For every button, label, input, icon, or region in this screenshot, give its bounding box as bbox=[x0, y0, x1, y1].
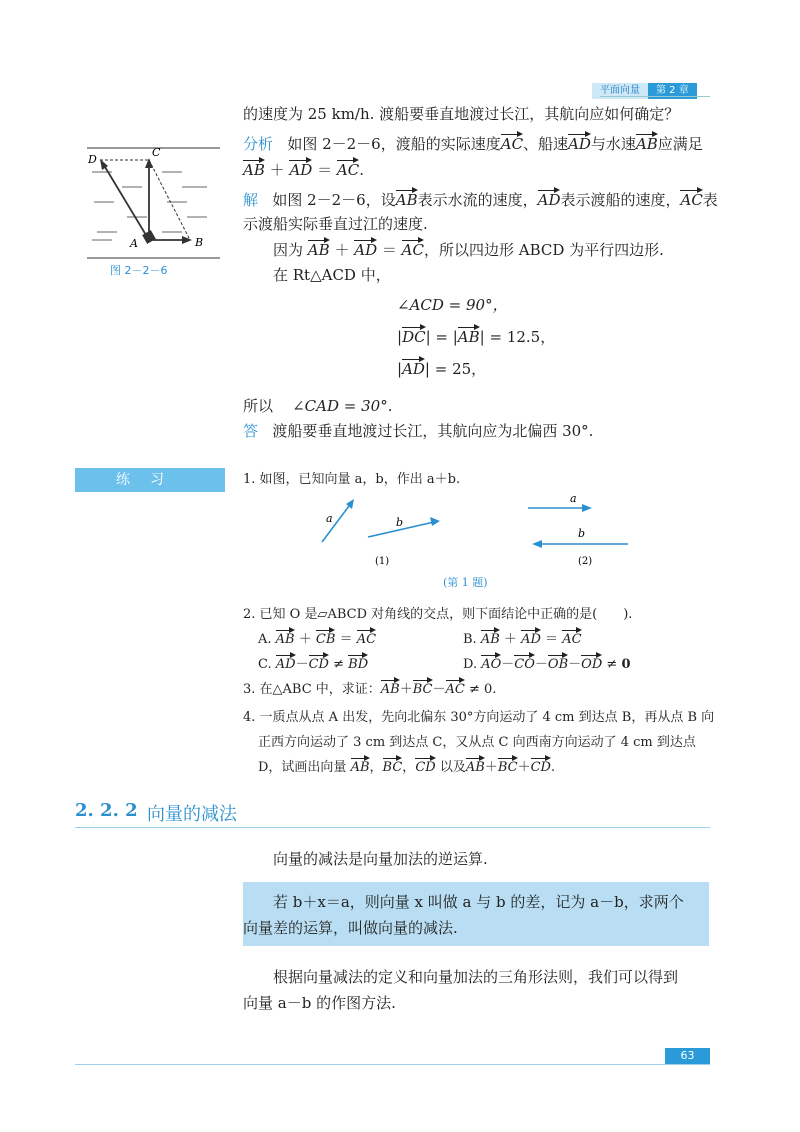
definition-box bbox=[243, 882, 709, 946]
exercise-q4-line-2: 正西方向运动了 3 cm 到达点 C，又从点 C 向西南方向运动了 4 cm 到达点 bbox=[258, 735, 696, 750]
label-A: A bbox=[130, 237, 138, 250]
solution-tag: 解 bbox=[243, 191, 259, 209]
label-B: B bbox=[195, 236, 204, 249]
paragraph-line-2: 向量 a－b 的作图方法. bbox=[243, 994, 396, 1012]
solution-line-2: 示渡船实际垂直过江的速度. bbox=[243, 215, 428, 233]
equation-angle-ACD: ∠ACD = 90°， bbox=[397, 296, 508, 314]
label-D: D bbox=[88, 153, 97, 166]
problem-tail: 的速度为 25 km/h. 渡船要垂直地渡过长江，其航向应如何确定？ bbox=[243, 105, 680, 123]
section-divider bbox=[75, 827, 710, 828]
header-divider bbox=[600, 96, 710, 97]
exercise-q4-line-3: D，试画出向量 AB，BC，CD 以及AB＋BC＋CD. bbox=[258, 760, 556, 775]
analysis-line-1: 分析 如图 2－2－6，渡船的实际速度AC、船速AD与水速AB应满足 bbox=[243, 135, 703, 153]
exercise-q3: 3. 在△ABC 中，求证：AB＋BC－AC ≠ 0. bbox=[243, 682, 497, 697]
label-C: C bbox=[152, 146, 161, 159]
fig2-label-a: a bbox=[570, 492, 577, 505]
paragraph-line-1: 根据向量减法的定义和向量加法的三角形法则，我们可以得到 bbox=[273, 968, 679, 986]
solution-line-1: 解 如图 2－2－6，设AB表示水流的速度，AD表示渡船的速度，AC表 bbox=[243, 191, 718, 209]
q2-option-C[interactable]: C. AD－CD ≠ BD bbox=[258, 657, 369, 672]
conclusion-line: 所以 ∠CAD = 30°. bbox=[243, 397, 393, 415]
fig1-label-a: a bbox=[326, 512, 333, 525]
vector-AD bbox=[102, 162, 149, 240]
page-number: 63 bbox=[665, 1048, 710, 1064]
footer-divider bbox=[75, 1064, 710, 1065]
exercise-q1-caption: (第 1 题) bbox=[443, 576, 488, 589]
definition-line-2: 向量差的运算，叫做向量的减法. bbox=[243, 919, 458, 937]
fig1-label-b: b bbox=[396, 516, 404, 529]
answer-tag: 答 bbox=[243, 422, 259, 440]
solution-line-4: 在 Rt△ACD 中， bbox=[273, 266, 391, 284]
analysis-tag: 分析 bbox=[243, 135, 274, 153]
fig2-label-b: b bbox=[578, 527, 586, 540]
figure-2-2-6 bbox=[82, 140, 222, 275]
exercise-tab: 练习 bbox=[75, 468, 225, 492]
figure-caption-2-2-6: 图 2－2－6 bbox=[110, 264, 168, 277]
chapter-name: 平面向量 bbox=[592, 83, 648, 99]
equation-AD: |AD| = 25， bbox=[397, 360, 487, 378]
q2-option-D[interactable]: D. AO－CO－OB－OD ≠ 0 bbox=[463, 657, 631, 672]
solution-line-3: 因为 AB ＋ AD ＝ AC，所以四边形 ABCD 为平行四边形. bbox=[273, 241, 664, 259]
exercise-q2: 2. 已知 O 是▱ABCD 对角线的交点，则下面结论中正确的是( ). bbox=[243, 607, 633, 622]
exercise-q1: 1. 如图，已知向量 a，b，作出 a＋b. bbox=[243, 472, 461, 487]
q2-option-A[interactable]: A. AB ＋ CB ＝ AC bbox=[258, 632, 377, 647]
section-number: 2. 2. 2 bbox=[75, 800, 138, 821]
q2-option-B[interactable]: B. AB ＋ AD ＝ AC bbox=[463, 632, 582, 647]
analysis-equation: AB ＋ AD ＝ AC. bbox=[243, 161, 364, 179]
chapter-number: 第 2 章 bbox=[648, 83, 697, 99]
exercise-q1-figure bbox=[300, 490, 650, 570]
section-title: 向量的减法 bbox=[147, 804, 237, 825]
answer-line: 答 渡船要垂直地渡过长江，其航向应为北偏西 30°. bbox=[243, 422, 594, 440]
intro-text: 向量的减法是向量加法的逆运算. bbox=[273, 850, 488, 868]
definition-line-1: 若 b＋x＝a，则向量 x 叫做 a 与 b 的差，记为 a－b，求两个 bbox=[273, 893, 684, 911]
fig2-caption: (2) bbox=[578, 556, 593, 567]
equation-DC: |DC| = |AB| = 12.5， bbox=[397, 328, 556, 346]
exercise-q4-line-1: 4. 一质点从点 A 出发，先向北偏东 30°方向运动了 4 cm 到达点 B，再从点 B 向 bbox=[243, 710, 715, 725]
fig1-caption: (1) bbox=[375, 556, 390, 567]
chapter-header bbox=[592, 78, 710, 94]
